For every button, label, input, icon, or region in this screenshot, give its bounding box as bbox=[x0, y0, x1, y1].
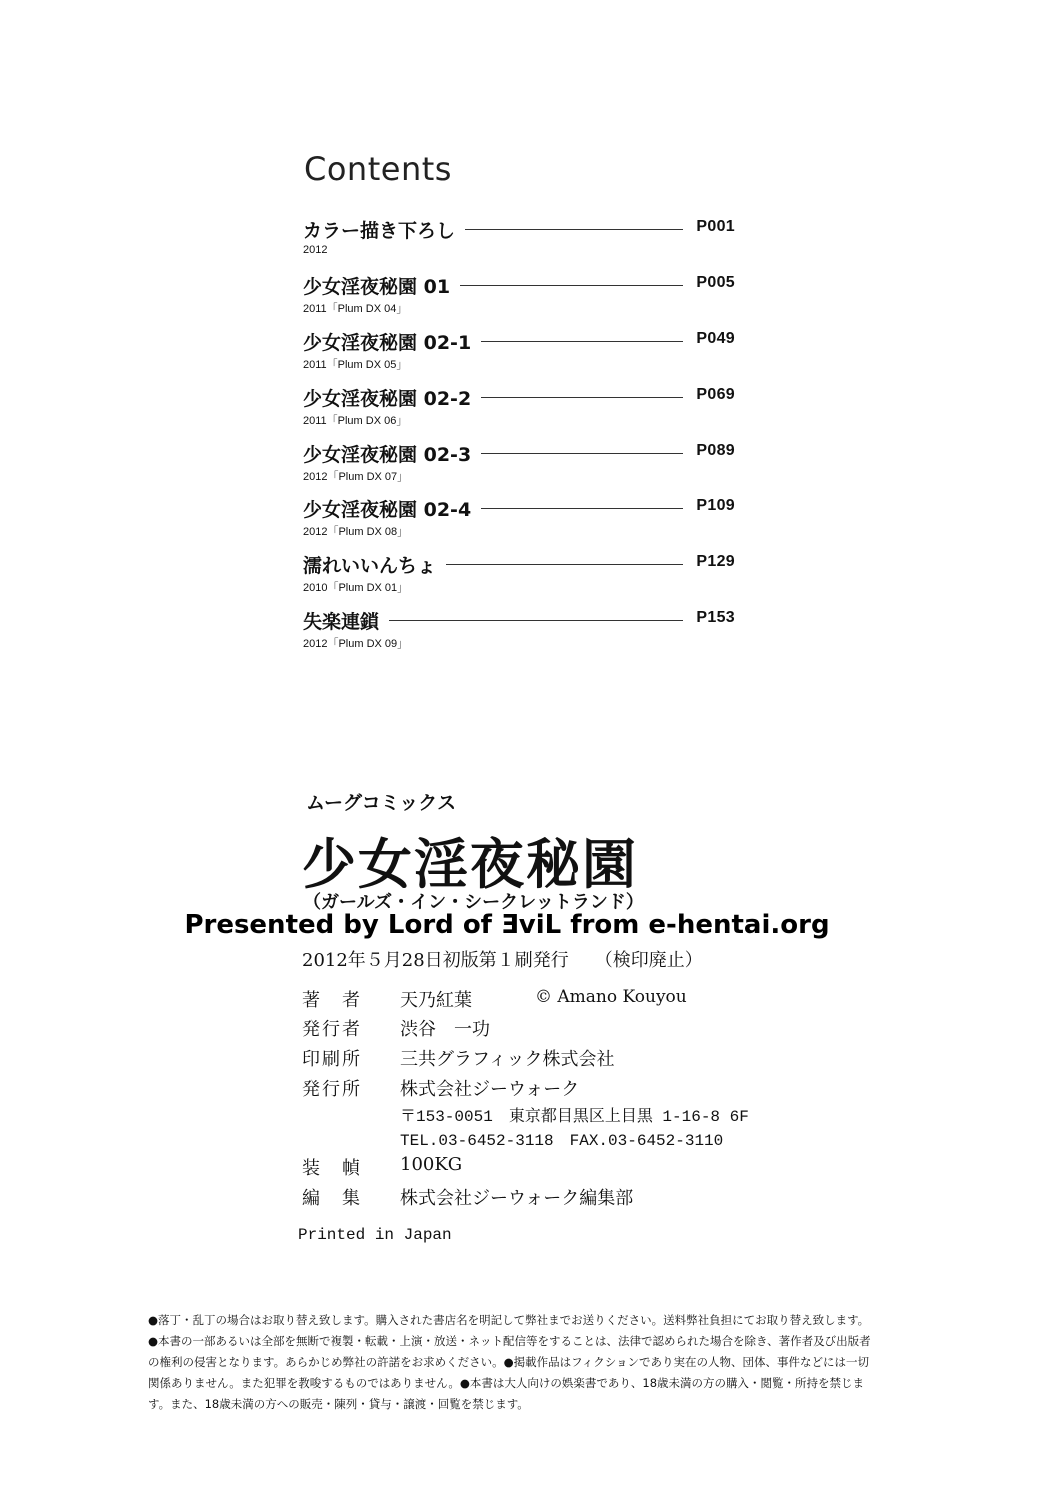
office-name: 株式会社ジーウォーク bbox=[400, 1079, 580, 1100]
toc-entry-title: 濡れいいんちょ bbox=[303, 551, 446, 578]
toc-entry bbox=[303, 216, 735, 264]
office-address: 〒153-0051 東京都目黒区上目黒 1-16-8 6F bbox=[400, 1108, 749, 1126]
book-title: 少女淫夜秘園 bbox=[302, 833, 638, 896]
toc-entry bbox=[303, 384, 735, 432]
toc-entry-page: P001 bbox=[696, 218, 735, 235]
editor-name: 株式会社ジーウォーク編集部 bbox=[400, 1188, 634, 1209]
toc-entry-page: P109 bbox=[696, 497, 735, 514]
printed-in: Printed in Japan bbox=[298, 1226, 452, 1244]
toc-entry-source: 2012「Plum DX 08」 bbox=[303, 526, 409, 538]
seal-note: （検印廃止） bbox=[594, 950, 703, 971]
toc-entry bbox=[303, 328, 735, 376]
publisher-name: 渋谷 一功 bbox=[400, 1019, 490, 1040]
toc-entry-source: 2011「Plum DX 06」 bbox=[303, 415, 408, 427]
book-subtitle: （ガールズ・イン・シークレットランド） bbox=[303, 892, 644, 913]
office-phone: TEL.03-6452-3118 FAX.03-6452-3110 bbox=[400, 1132, 724, 1150]
toc-entry-source: 2011「Plum DX 05」 bbox=[303, 359, 408, 371]
toc-entry-title: カラー描き下ろし bbox=[303, 216, 465, 243]
toc-entry-source: 2012「Plum DX 07」 bbox=[303, 471, 409, 483]
publication-date-text: 2012年５月28日初版第１刷発行 bbox=[302, 950, 569, 971]
toc-entry-page: P005 bbox=[696, 274, 735, 291]
toc-entry-title: 少女淫夜秘園 01 bbox=[303, 272, 460, 299]
imprint-label: ムーグコミックス bbox=[306, 792, 457, 814]
toc-entry-page: P153 bbox=[696, 609, 735, 626]
publication-date bbox=[302, 946, 703, 972]
toc-entry-source: 2012「Plum DX 09」 bbox=[303, 638, 409, 650]
toc-entry-title: 失楽連鎖 bbox=[303, 607, 389, 634]
legal-notice: ●落丁・乱丁の場合はお取り替え致します。購入された書店名を明記して弊社までお送りください。送料弊社負担にてお取り替え致します。●本書の一部あるいは全部を無断で複製・転載・上演・放送・ネット配信等をすることは、法律で認められた場合を除き、著作者及び出版者の権利の侵害となります。あらかじめ弊社の許諾をお求めください。●掲載作品はフィクションであり実在の人物、団体、事件などには一切関係ありません。また犯罪を教唆するものではありません。●本書は大人向けの娯楽書であり、18歳未満の方の購入・閲覧・所持を禁じます。また、18歳未満の方への販売・陳列・貸与・譲渡・回覧を禁じます。 bbox=[148, 1313, 871, 1411]
toc-entry-page: P049 bbox=[696, 330, 735, 347]
contents-heading: Contents bbox=[304, 150, 452, 188]
toc-entry-page: P069 bbox=[696, 386, 735, 403]
author-name: 天乃紅葉 bbox=[400, 990, 472, 1011]
toc-entry bbox=[303, 495, 735, 543]
printer-label: 印刷所 bbox=[302, 1049, 362, 1070]
office-label: 発行所 bbox=[302, 1079, 362, 1100]
toc-entry-title: 少女淫夜秘園 02-4 bbox=[303, 495, 481, 522]
toc-entry bbox=[303, 440, 735, 488]
publisher-label: 発行者 bbox=[302, 1019, 362, 1040]
toc-entry-title: 少女淫夜秘園 02-1 bbox=[303, 328, 481, 355]
toc-entry-source: 2011「Plum DX 04」 bbox=[303, 303, 408, 315]
toc-entry-source: 2010「Plum DX 01」 bbox=[303, 582, 409, 594]
editor-label: 編 集 bbox=[302, 1188, 362, 1209]
copyright-notice: © Amano Kouyou bbox=[535, 987, 687, 1007]
toc-entry-page: P089 bbox=[696, 442, 735, 459]
toc-entry bbox=[303, 551, 735, 599]
toc-entry-title: 少女淫夜秘園 02-3 bbox=[303, 440, 481, 467]
toc-entry-source: 2012 bbox=[303, 244, 328, 256]
design-name: 100KG bbox=[400, 1154, 463, 1175]
author-label: 著 者 bbox=[302, 990, 362, 1011]
toc-entry-title: 少女淫夜秘園 02-2 bbox=[303, 384, 481, 411]
design-label: 装 幀 bbox=[302, 1158, 362, 1179]
watermark-text: Presented by Lord of ƎviL from e-hentai.org bbox=[184, 910, 830, 940]
printer-name: 三共グラフィック株式会社 bbox=[400, 1049, 615, 1070]
toc-entry bbox=[303, 272, 735, 320]
toc-entry-page: P129 bbox=[696, 553, 735, 570]
toc-entry bbox=[303, 607, 735, 655]
